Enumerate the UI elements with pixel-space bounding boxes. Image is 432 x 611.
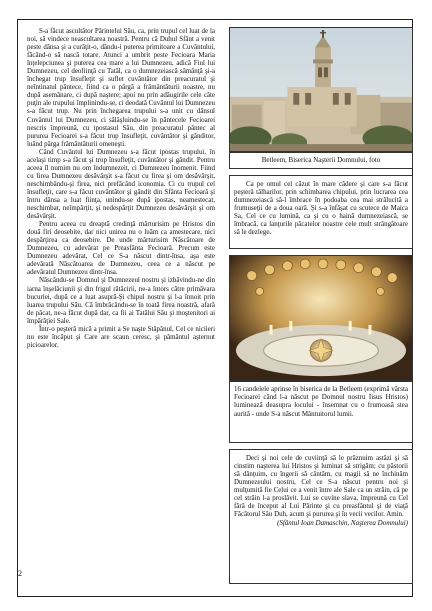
bethlehem-church-photo <box>229 27 413 152</box>
caption-text: 16 candelele aprinse în biserica de la Betleem (exprimă vârsta Fecioarei când l-a născut pe Domnul nostru Iisus Hristos) luminează deasupra locului - însemnat cu o frumoasă stea aurită - unde S-a născut Mântuitorul lumii. <box>234 385 408 418</box>
candles-star-photo <box>229 255 413 381</box>
text-box-top <box>229 175 413 249</box>
page-number: 2 <box>18 569 22 578</box>
left-column-text <box>27 27 215 595</box>
paragraph: S-a făcut ascultător Părintelui Său, ca, prin trupul cel luat de la noi, să vindece neascultarea noastră. Pentru că Duhul Sfânt a venit peste dânsa şi a curăţit-o, dându-i puterea primitoare a Cuvântului, făcând-o să nască totare. Atunci a umbrit peste Fecioara Maria înţelepciunea şi puterea cea mare a lui Dumnezeu, adică Fiul lui Dumnezeu, cel deofiinţă cu Tatăl, ca o dumnezeiască sămânţă şi-a închegat trup însufleţit şi suflet cuvântător din preacuratul şi neîntinatul pântece, fiind ca o pârgă a frământăturii noastre, nu după asemănare, ci după naştere; apoi nu prin adăugirile cele câte puţin ale trupului împlinindu-se, ci deodată Cuvântul lui Dumnezeu s-a făcut trup. Nu prin închegarea trupului s-a unit cu dânsul Cuvântul lui Dumnezeu, ci sălăşluindu-se în pântecele Fecioarei nescris împreună, cu ipostasul Său, din preacuratul pântec al pururea Fecioarei s-a făcut trup însufleţit, cuvântător şi gânditor, luând pârga frământăturii omeneşti. <box>27 27 215 148</box>
text-box-bottom <box>229 449 413 584</box>
photo-caption-candles <box>229 381 413 443</box>
quote-signature: (Sfântul Ioan Damaschin, Naşterea Domnului) <box>277 519 408 528</box>
paragraph: Născându-se Domnul şi Dumnezeul nostru şi izbăvindu-ne din iarna înşelăciunii şi din frigul rătăcirii, ne-a întors către primăvara bucuriei, după ce a luat asupră-Şi chipul nostru şi l-a înnoit prin luarea trupului Său. Că îmbrăcându-se în toată firea noastră, afară de păcat, ne-a făcut după dar, ca fii ai Tatălui Său şi moştenitori ai împărăţiei Sale. <box>27 276 215 325</box>
paragraph: Când Cuvântul lui Dumnezeu s-a făcut ipostas trupului, în acelaşi timp s-a făcut şi trup însufleţit, cuvântător şi gândit. Pentru aceea îl numim nu om îndumnezeit, ci Dumnezeu înomenit. Fiind cu firea Dumnezeu desăvârşit s-a făcut cu firea şi om desăvârşit, neschimbându-şi firea, nici prefăcând iconomia. Ci cu trupul cel însufleţit, care s-a făcut cuvântător şi gândit din Sfânta Fecioară şi întru dânsa a luat fiinţa, unindu-se după ipostas, neamestecat, neschimbat, neîmpărţit, şi nedespărţit Dumnezeu desăvârşit şi om desăvârşit. <box>27 147 215 221</box>
paragraph: Deci şi noi cele de cuviinţă să le prăznuim astăzi şi să cinstim naşterea lui Hristos şi luminat să strigăm; cu păstorii să dănţuim, cu îngerii să cântăm, cu magii să ne închinăm Dumnezeului nostru, Cel ce S-a născut pentru noi şi mulţumită fie Celui ce a venit între ale Sale ca un străin, că pe cel străin l-a proslăvit. Lui se cuvine slava, împreună cu Cel fără de început al Lui Părinte şi cu preasfântul şi de viaţă Făcătorul Său Duh, acum şi pururea şi în vecii vecilor. Amin. <box>234 454 408 519</box>
photo-caption-church <box>229 152 413 169</box>
paragraph: Ca pe omul cel căzut în mare cădere şi care s-a făcut peşteră tâlharilor, prin schimbarea chipului, prin lucrarea cea dumnezeiască să-l îmbrace în podoaba cea mai strălucită a frumuseţii de a doua oară. Şi s-a înfăşat cu scutece de Maica Sa, Cel ce cu lumină, ca şi cu o haină dumnezeiască, se îmbracă, ca lanţurile păcatelor noastre cele mult strângătoare să le dezlege. <box>234 180 408 237</box>
paragraph: Pentru aceea cu dreaptă credinţă mărturisim pe Hristos din două firi deosebite, dar nici unirea nu o luăm ca amestecare, nici despărţirea ca deosebire. De unde mărturisim Născătoare de Dumnezeu, cu adevărat pe Preasfânta Fecioară. Precum este Dumnezeu adevărat, Cel ce S-a născut dintr-însa, aşa este adevărată Născătoarea de Dumnezeu, ceea ce a născut pe adevăratul Dumnezeu dintr-însa. <box>27 220 215 277</box>
paragraph: Într-o peşteră mică a primit a Se naşte Stăpânul, Cel ce niciieri nu este încăput şi Care are scaun ceresc, şi pământul aşternut picioarelor. <box>27 324 215 349</box>
caption-text: Betleem, Biserica Naşterii Domnului, foto <box>261 156 381 164</box>
